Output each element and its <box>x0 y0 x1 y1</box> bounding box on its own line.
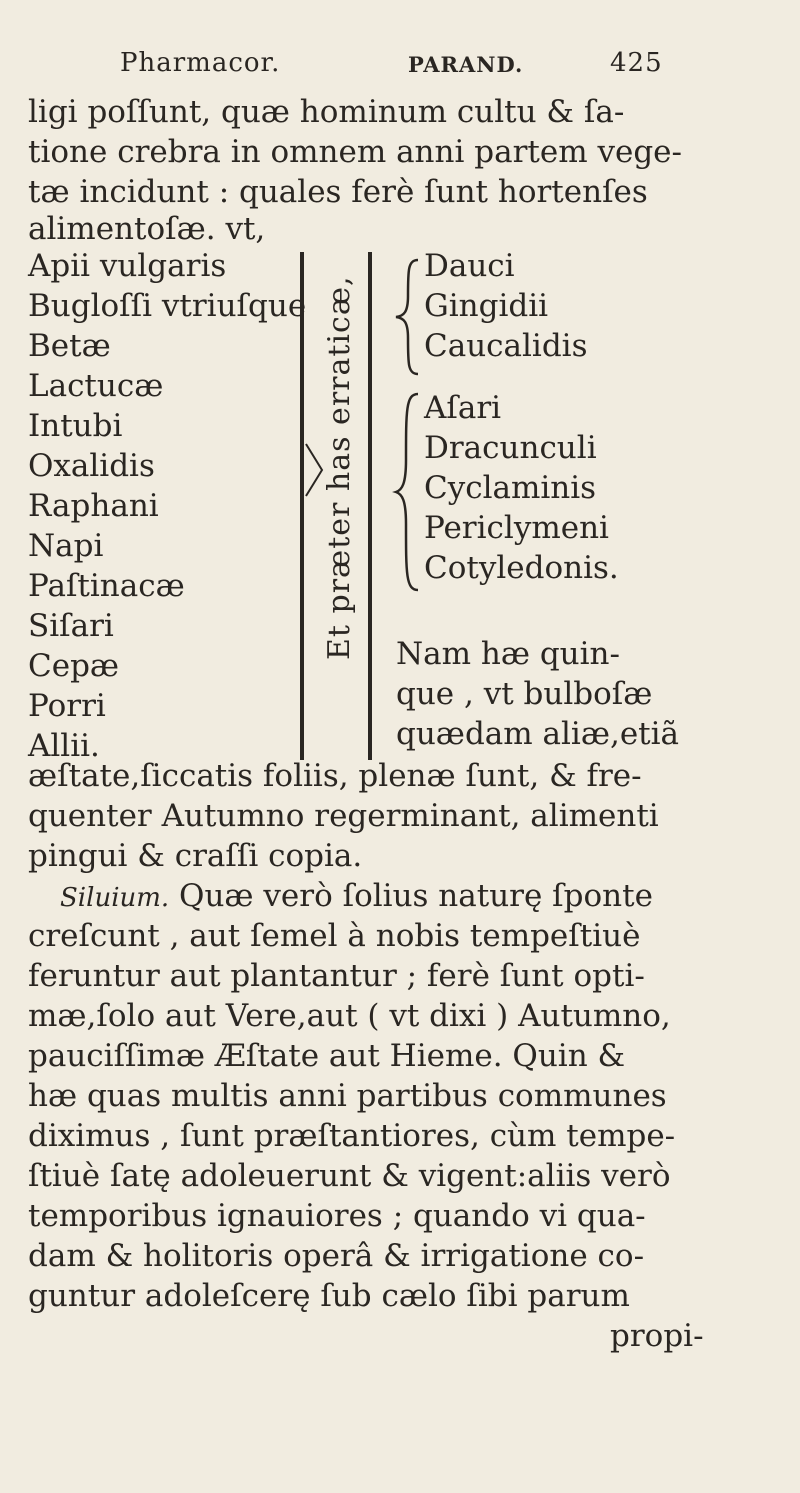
running-header <box>120 48 680 88</box>
text-line: quædam aliæ,etiã <box>396 716 680 752</box>
text-line: que , vt bulboſæ <box>396 676 653 712</box>
plant-group-two <box>424 388 619 588</box>
text-line: pauciſſimæ Æſtate aut Hieme. Quin & <box>28 1038 626 1074</box>
list-item: Cotyledonis. <box>424 550 619 586</box>
vertical-note-text: Et præter has erraticæ, <box>322 275 357 660</box>
list-item: Apii vulgaris <box>28 248 227 284</box>
text-line: ligi poſſunt, quæ hominum cultu & ſa- <box>28 94 625 130</box>
list-item: Oxalidis <box>28 448 155 484</box>
column-divider-right <box>368 252 372 760</box>
list-item: Dauci <box>424 248 515 284</box>
text-line: Nam hæ quin- <box>396 636 620 672</box>
page-number: 425 <box>610 48 663 78</box>
text-line: dam & holitoris operâ & irrigatione co- <box>28 1238 645 1274</box>
text-line: tione crebra in omnem anni partem vege- <box>28 134 682 170</box>
list-item: Cepæ <box>28 648 120 684</box>
list-item: Aſari <box>424 390 502 426</box>
brace-icon <box>392 256 422 378</box>
text-line-rest: Quæ verò ſolius naturę ſponte <box>179 878 653 914</box>
list-item: Lactucæ <box>28 368 164 404</box>
header-subtitle: PARAND. <box>408 52 524 77</box>
catchword: propi- <box>610 1318 704 1354</box>
text-line: tæ incidunt : quales ferè ſunt hortenſes <box>28 174 648 210</box>
list-item: Gingidii <box>424 288 549 324</box>
text-line: quenter Autumno regerminant, alimenti <box>28 798 659 834</box>
text-line: pingui & craſſi copia. <box>28 838 363 874</box>
text-line: feruntur aut plantantur ; ferè ſunt opti- <box>28 958 645 994</box>
text-line: alimentoſæ. vt, <box>28 211 266 247</box>
text-line: guntur adoleſcerę ſub cælo ſibi parum <box>28 1278 630 1314</box>
list-item: Periclymeni <box>424 510 609 546</box>
column-divider-left <box>300 252 304 760</box>
list-item: Paſtinacæ <box>28 568 185 604</box>
text-line: hæ quas multis anni partibus communes <box>28 1078 667 1114</box>
text-line: creſcunt , aut ſemel à nobis tempeſtiuè <box>28 918 641 954</box>
list-item: Allii. <box>28 728 100 764</box>
text-line: æſtate,ſiccatis foliis, plenæ ſunt, & fre- <box>28 758 642 794</box>
text-line: ſtiuè ſatę adoleuerunt & vigent:aliis verò <box>28 1158 671 1194</box>
list-item: Siſari <box>28 608 114 644</box>
right-paragraph <box>396 634 679 754</box>
list-item: Betæ <box>28 328 111 364</box>
text-line <box>60 876 780 918</box>
list-item: Intubi <box>28 408 123 444</box>
text-line: temporibus ignauiores ; quando vi qua- <box>28 1198 646 1234</box>
text-line: diximus , ſunt præſtantiores, cùm tempe- <box>28 1118 676 1154</box>
list-item: Cyclaminis <box>424 470 597 506</box>
list-item: Caucalidis <box>424 328 588 364</box>
text-line: mæ,ſolo aut Vere,aut ( vt dixi ) Autumno, <box>28 998 671 1034</box>
list-item: Raphani <box>28 488 159 524</box>
side-heading: Siluium. <box>60 883 170 913</box>
list-item: Bugloſſi vtriuſque <box>28 288 307 324</box>
plant-group-one <box>424 246 588 366</box>
list-item: Porri <box>28 688 106 724</box>
plant-list-left <box>28 246 306 766</box>
list-item: Dracunculi <box>424 430 597 466</box>
brace-icon <box>392 390 422 594</box>
header-title: Pharmacor. <box>120 48 281 78</box>
list-item: Napi <box>28 528 104 564</box>
